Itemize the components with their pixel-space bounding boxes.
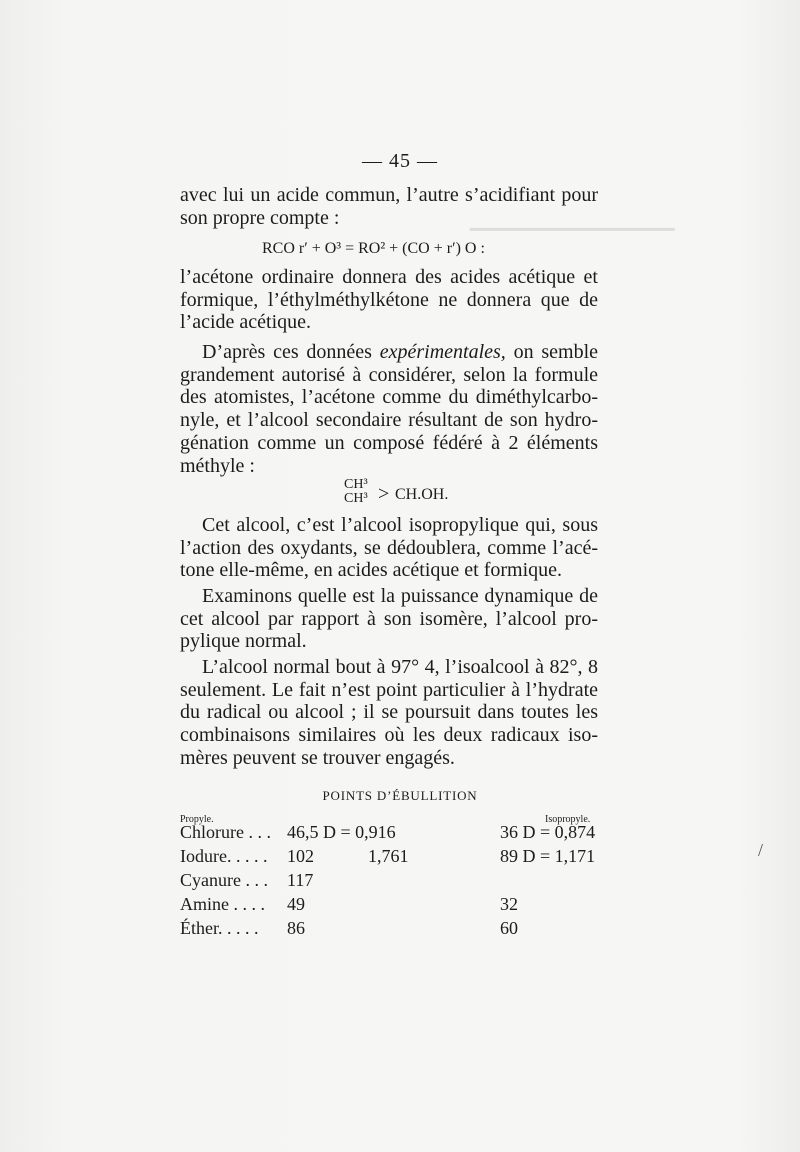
paragraph-3 — [180, 514, 598, 582]
table-row-label: Éther. . . . . — [180, 918, 259, 938]
text-line: formique, l’éthylméthylkétone ne donnera que de — [180, 288, 598, 311]
text-line: des atomistes, l’acétone comme du diméthylcarbo- — [180, 386, 598, 409]
column-header-isopropyl: Isopropyle. — [545, 814, 591, 825]
text-line: Cet alcool, c’est l’alcool isopropylique qui, sous — [202, 514, 598, 536]
table-cell: 117 — [287, 870, 314, 890]
text-line: méthyle : — [180, 454, 255, 477]
table-cell: 46,5 D = 0,916 — [287, 822, 396, 842]
text-line: grandement autorisé à considérer, selon la formule — [180, 363, 598, 386]
table-cell: 86 — [287, 918, 305, 938]
emphasis: expérimentales, — [379, 341, 506, 363]
structural-formula — [344, 478, 368, 506]
text-line: son propre compte : — [180, 206, 340, 229]
formula-top: CH³ — [344, 477, 368, 492]
table-cell: 102 — [287, 846, 314, 866]
text-line: pylique normal. — [180, 630, 307, 653]
text-line: L’alcool normal bout à 97° 4, l’isoalcool à 82°, 8 — [202, 656, 598, 678]
table-row-label: Chlorure . . . — [180, 822, 271, 842]
table-title: POINTS D’ÉBULLITION — [322, 788, 478, 803]
paragraph-2 — [180, 341, 598, 477]
formula-group: CH.OH. — [395, 486, 449, 503]
text-line — [180, 341, 598, 364]
text-line: avec lui un acide commun, l’autre s’acidifiant pour — [180, 184, 598, 206]
table-cell: 60 — [500, 918, 518, 938]
column-header-propyl: Propyle. — [180, 814, 214, 825]
margin-mark: / — [758, 840, 764, 860]
text-line: Examinons quelle est la puissance dynamique de — [202, 585, 598, 607]
formula-bottom: CH³ — [344, 491, 368, 506]
text-line: combinaisons similaires où les deux radicaux iso- — [180, 724, 598, 747]
text-line: tone elle-même, en acides acétique et formique. — [180, 559, 563, 582]
table-row-label: Iodure. . . . . — [180, 846, 268, 866]
text-span: D’après ces données — [202, 341, 380, 363]
text-line: l’acide acétique. — [180, 311, 312, 334]
table-row-label: Amine . . . . — [180, 894, 265, 914]
chemical-formula: RCO r′ + O³ = RO² + (CO + r′) O : — [262, 240, 485, 257]
paragraph-1-cont — [180, 266, 598, 334]
paragraph-5 — [180, 656, 598, 770]
table-cell: 49 — [287, 894, 305, 914]
text-line: du radical ou alcool ; il se poursuit dans toutes les — [180, 701, 598, 724]
text-line: seulement. Le fait n’est point particulier à l’hydrate — [180, 678, 598, 701]
text-line: génation comme un composé fédéré à 2 éléments — [180, 431, 598, 454]
table-cell: 36 D = 0,874 — [500, 822, 596, 842]
paragraph-4 — [180, 585, 598, 653]
text-line: nyle, et l’alcool secondaire résultant de son hydro- — [180, 409, 598, 432]
text-line: l’action des oxydants, se dédoublera, comme l’acé- — [180, 536, 598, 559]
page-number: — 45 — — [362, 150, 438, 172]
text-line: cet alcool par rapport à son isomère, l’alcool pro- — [180, 607, 598, 630]
text-span: on semble — [505, 341, 599, 363]
bond-sign: > — [378, 483, 390, 505]
table-cell: 89 D = 1,171 — [500, 846, 596, 866]
text-line: mères peuvent se trouver engagés. — [180, 746, 455, 769]
table-cell: 32 — [500, 894, 518, 914]
paragraph-1 — [180, 184, 598, 229]
show-through: ▁▁▁▁▁▁▁▁▁▁▁▁▁▁ — [470, 210, 675, 231]
text-line: l’acétone ordinaire donnera des acides acétique et — [180, 266, 598, 288]
table-row-label: Cyanure . . . — [180, 870, 268, 890]
table-cell: 1,761 — [368, 846, 409, 866]
